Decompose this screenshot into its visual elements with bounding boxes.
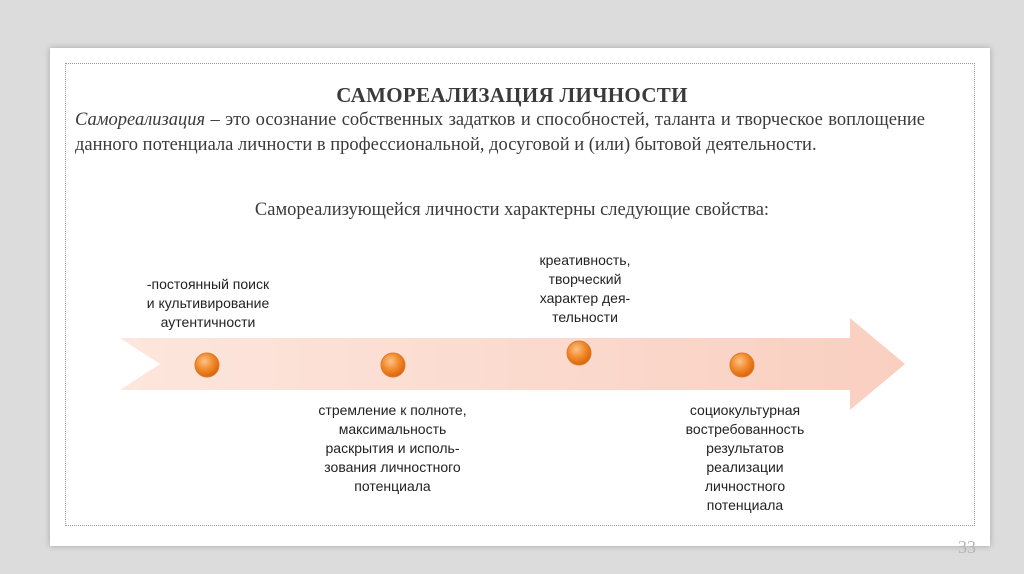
node-label-2 [300, 401, 485, 496]
label-line: тельности [552, 309, 618, 325]
label-line: социокультурная [689, 402, 801, 418]
label-line: креативность, [539, 252, 631, 268]
label-line: потенциала [354, 478, 431, 494]
label-line: потенциала [706, 497, 784, 513]
node-label-3 [500, 251, 670, 327]
timeline-node-3 [567, 341, 591, 365]
label-line: личностного [704, 478, 786, 494]
label-line: востребованность [685, 421, 805, 437]
label-line: -постоянный поиск [146, 276, 270, 292]
label-line: максимальность [338, 421, 447, 437]
definition-term: Самореализация [75, 110, 206, 130]
label-line: стремление к полноте, [318, 402, 467, 418]
timeline-node-2 [381, 353, 405, 377]
properties-intro: Самореализующейся личности характерны следующие свойства: [254, 200, 770, 220]
slide-title: САМОРЕАЛИЗАЦИЯ ЛИЧНОСТИ [336, 83, 688, 107]
timeline-node-1 [195, 353, 219, 377]
label-line: раскрытия и исполь- [325, 440, 460, 456]
label-line: творческий [548, 271, 622, 287]
node-label-4 [655, 401, 835, 515]
label-line: реализации [706, 459, 784, 475]
label-line: и культивирование [146, 295, 270, 311]
definition-text: – это осознание собственных задатков и способностей, таланта и творческое воплощение данного потенциала личности в профессиональной, досуговой и (или) бытовой деятельности. [75, 110, 925, 155]
node-label-1 [118, 275, 298, 332]
label-line: зования личностного [324, 459, 461, 475]
label-line: характер дея- [539, 290, 631, 306]
label-line: аутентичности [160, 314, 256, 330]
label-line: результатов [706, 440, 784, 456]
timeline-node-4 [730, 353, 754, 377]
page-number: 33 [958, 537, 976, 557]
